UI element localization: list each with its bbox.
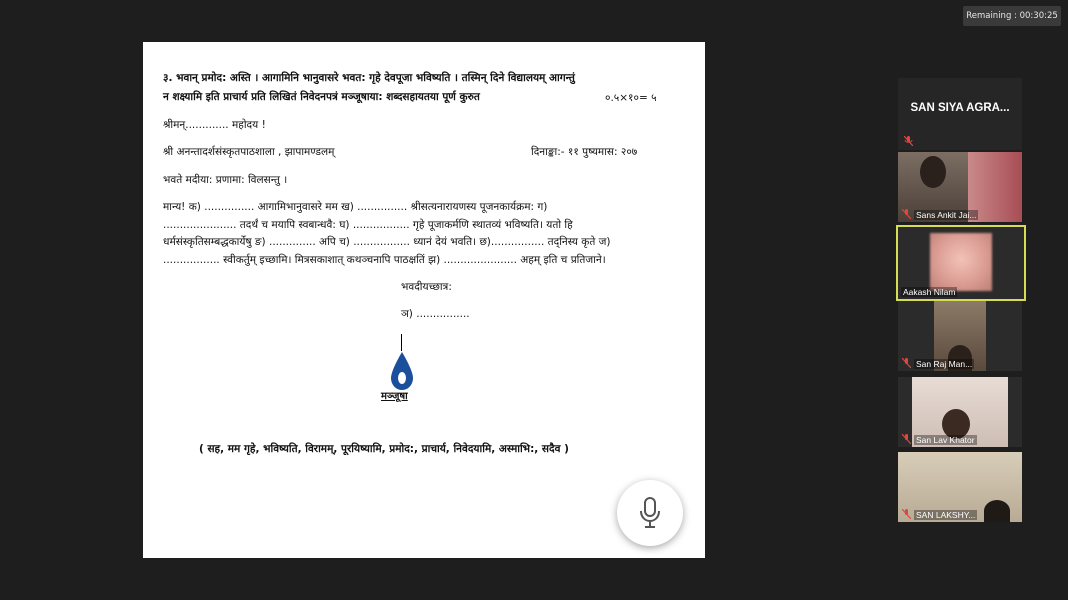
date: दिनाङ्का:- ११ पुष्यमास: २०७ [531, 146, 638, 158]
word-bank: ( सह, मम गृहे, भविष्यति, विरामम्, पूरयिष्यामि, प्रमोद:, प्राचार्य, निवेदयामि, अस्माभि:, सदैव ) [199, 443, 569, 455]
participant-tile-ankit[interactable] [898, 152, 1022, 222]
remaining-time-badge: Remaining : 00:30:25 [963, 6, 1061, 26]
participant-name: SAN LAKSHY... [916, 510, 976, 520]
muted-mic-icon [904, 136, 913, 146]
participant-tile-raj[interactable] [898, 301, 1022, 371]
host-name: SAN SIYA AGRA... [910, 102, 1010, 114]
participant-silhouette [984, 500, 1010, 522]
participant-silhouette [920, 156, 946, 188]
video-feed [930, 233, 992, 291]
box-connector-line [401, 334, 402, 351]
muted-mic-icon [902, 509, 911, 519]
participant-tile-aakash[interactable] [896, 225, 1026, 301]
greeting: भवते मदीया: प्रणामा: विलसन्तु । [163, 174, 288, 186]
salutation: श्रीमन्............. महोदय ! [163, 119, 266, 131]
school-address: श्री अनन्तादर्शसंस्कृतपाठशाला , झापामण्डलम् [163, 146, 335, 158]
shared-document [143, 42, 705, 558]
box-label: मञ्जूषा [381, 391, 408, 402]
microphone-button[interactable] [617, 480, 683, 546]
question-line-2: न शक्ष्यामि इति प्राचार्य प्रति लिखितं निवेदनपत्रं मञ्जूषाया: शब्दसहायतया पूर्ण कुरुत [163, 91, 480, 103]
participant-name: San Lav Khator [916, 435, 975, 445]
participant-name: Sans Ankit Jai... [916, 210, 977, 220]
body-line-2: ...................... तदर्थं च मयापि स्वबान्धवै: घ) ................. गृहे पूजाकर्मणि स्थातव्यं भविष्यति। यतो हि [163, 219, 573, 231]
body-line-4: ................. स्वीकर्तुम् इच्छामि। मित्रसकाशात् कथञ्चनापि पाठक्षतिं झ) ...................... अहम् इति च प्रतिजाने। [163, 254, 606, 266]
participant-name: San Raj Man... [916, 359, 973, 369]
body-line-3: धर्मसंस्कृतिसम्बद्धकार्येषु ङ) .............. अपि च) ................. ध्यानं देयं भवति। छ)................ तद्निस्य कृते ज) [163, 236, 611, 248]
participant-tile-lakshya[interactable] [898, 452, 1022, 522]
closing: भवदीयच्छात्र: [401, 281, 452, 293]
marks: ०.५×१०= ५ [605, 92, 657, 104]
body-line-1: मान्य! क) ............... आगामिभानुवासरे मम ख) ............... श्रीसत्यनारायणस्य पूजनकार्यक्रम: ग) [163, 201, 548, 213]
participant-name: Aakash Nilam [903, 287, 956, 297]
microphone-icon [639, 497, 661, 529]
participant-tile-lav[interactable] [898, 377, 1022, 447]
signature: ञ) ................ [401, 308, 470, 320]
muted-mic-icon [902, 358, 911, 368]
question-line-1: ३. भवान् प्रमोद: अस्ति । आगामिनि भानुवासरे भवत: गृहे देवपूजा भविष्यति । तस्मिन् दिने विद्यालयम् आगन्तुं [163, 72, 575, 84]
host-panel[interactable] [898, 78, 1022, 150]
muted-mic-icon [902, 209, 911, 219]
muted-mic-icon [902, 434, 911, 444]
